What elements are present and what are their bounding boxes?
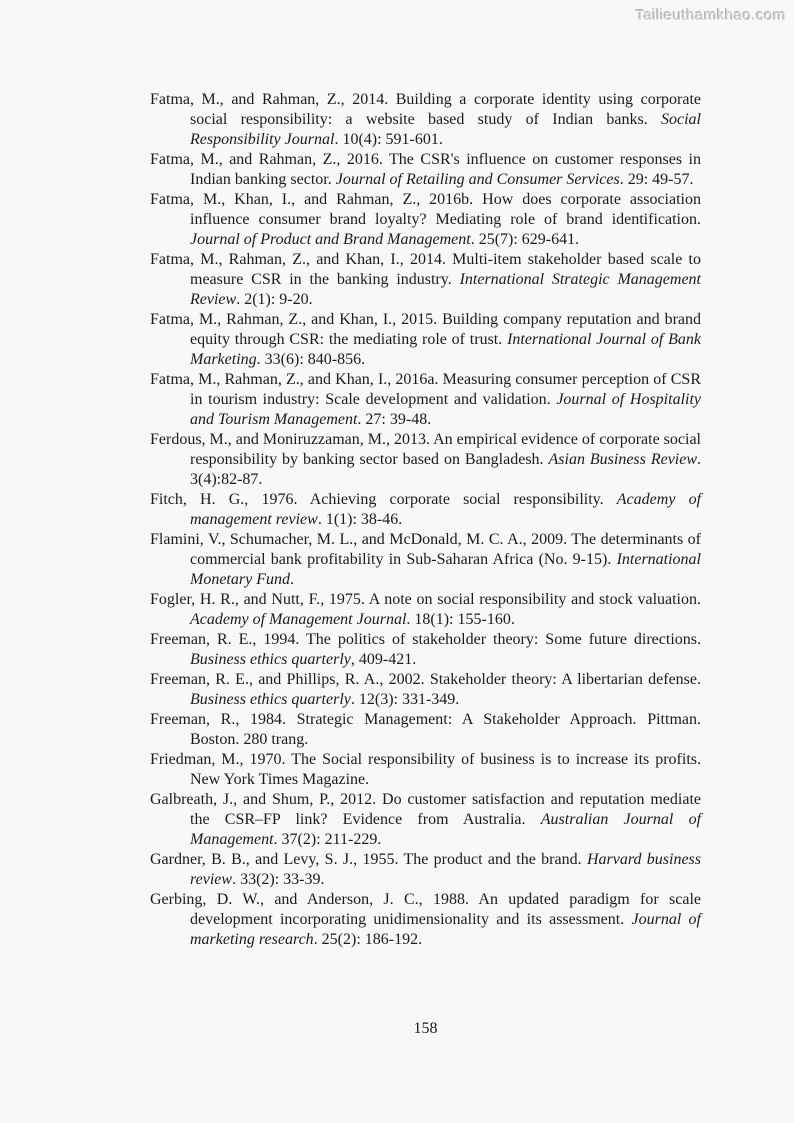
reference-item bbox=[150, 750, 701, 790]
reference-item bbox=[150, 150, 701, 190]
reference-text: . 10(4): 591-601. bbox=[334, 131, 443, 148]
reference-journal-title: Journal of Retailing and Consumer Services bbox=[335, 171, 620, 188]
reference-text: Galbreath, J., and Shum, P., 2012. Do customer satisfaction and reputation mediate the CSR–FP link? Evidence from Australia. bbox=[150, 791, 701, 828]
reference-text: Fatma, M., Khan, I., and Rahman, Z., 2016b. How does corporate association influence consumer brand loyalty? Mediating role of brand identification. bbox=[150, 191, 701, 228]
reference-text: . 12(3): 331-349. bbox=[350, 691, 460, 708]
reference-text: Flamini, V., Schumacher, M. L., and McDonald, M. C. A., 2009. The determinants of commercial bank profitability in Sub-Saharan Africa (No. 9-15). bbox=[150, 531, 701, 568]
reference-text: . 27: 39-48. bbox=[357, 411, 432, 428]
reference-journal-title: Academy of Management Journal bbox=[190, 611, 407, 628]
reference-text: . 33(6): 840-856. bbox=[256, 351, 366, 368]
reference-journal-title: Australian Journal of Management bbox=[190, 811, 702, 848]
reference-journal-title: Journal of marketing research bbox=[190, 911, 701, 948]
reference-journal-title: Journal of Product and Brand Management bbox=[190, 231, 471, 248]
reference-item bbox=[150, 310, 701, 370]
reference-journal-title: Academy of management review bbox=[190, 491, 702, 528]
reference-journal-title: Asian Business Review bbox=[548, 451, 698, 468]
reference-journal-title: Harvard business review bbox=[190, 851, 702, 888]
reference-item bbox=[150, 890, 701, 950]
reference-text: Gardner, B. B., and Levy, S. J., 1955. The product and the brand. bbox=[150, 851, 587, 868]
reference-journal-title: International Monetary Fund bbox=[190, 551, 701, 588]
reference-text: Fogler, H. R., and Nutt, F., 1975. A note on social responsibility and stock valuation. bbox=[150, 591, 701, 608]
reference-journal-title: Business ethics quarterly bbox=[190, 691, 351, 708]
page-number: 158 bbox=[413, 1020, 438, 1037]
reference-item bbox=[150, 190, 701, 250]
reference-journal-title: Business ethics quarterly bbox=[190, 651, 351, 668]
reference-text: Freeman, R. E., and Phillips, R. A., 2002. Stakeholder theory: A libertarian defense. bbox=[150, 671, 701, 688]
reference-text: Freeman, R., 1984. Strategic Management: A Stakeholder Approach. Pittman. Boston. 280 trang. bbox=[150, 711, 701, 748]
reference-text: Fatma, M., Rahman, Z., and Khan, I., 2015. Building company reputation and brand equity through CSR: the mediating role of trust. bbox=[150, 311, 701, 348]
reference-item bbox=[150, 90, 701, 150]
reference-item bbox=[150, 370, 701, 430]
reference-item bbox=[150, 850, 701, 890]
reference-text: Freeman, R. E., 1994. The politics of stakeholder theory: Some future directions. bbox=[150, 631, 701, 648]
reference-text: Fatma, M., and Rahman, Z., 2016. The CSR's influence on customer responses in Indian banking sector. bbox=[150, 151, 701, 188]
reference-text: Gerbing, D. W., and Anderson, J. C., 1988. An updated paradigm for scale development incorporating unidimensionality and its assessment. bbox=[150, 891, 701, 928]
reference-text: . 29: 49-57. bbox=[619, 171, 694, 188]
references-list bbox=[150, 90, 701, 950]
reference-text: . 33(2): 33-39. bbox=[232, 871, 325, 888]
reference-text: . 18(1): 155-160. bbox=[406, 611, 515, 628]
reference-item bbox=[150, 490, 701, 530]
reference-journal-title: International Strategic Management Review bbox=[190, 271, 702, 308]
reference-item bbox=[150, 590, 701, 630]
reference-journal-title: International Journal of Bank Marketing bbox=[190, 331, 702, 368]
reference-text: . 1(1): 38-46. bbox=[317, 511, 403, 528]
reference-text: Fatma, M., Rahman, Z., and Khan, I., 2016a. Measuring consumer perception of CSR in tourism industry: Scale development and validation. bbox=[150, 371, 701, 408]
reference-text: Fatma, M., Rahman, Z., and Khan, I., 2014. Multi-item stakeholder based scale to measure CSR in the banking industry. bbox=[150, 251, 701, 288]
reference-journal-title: Social Responsibility Journal bbox=[190, 111, 701, 148]
reference-text: . bbox=[289, 571, 294, 588]
reference-text: Friedman, M., 1970. The Social responsibility of business is to increase its profits. New York Times Magazine. bbox=[150, 751, 701, 788]
reference-text: . 2(1): 9-20. bbox=[236, 291, 313, 308]
reference-journal-title: Journal of Hospitality and Tourism Management bbox=[190, 391, 702, 428]
reference-text: Fitch, H. G., 1976. Achieving corporate social responsibility. bbox=[150, 491, 617, 508]
reference-item bbox=[150, 530, 701, 590]
reference-item bbox=[150, 790, 701, 850]
reference-text: Fatma, M., and Rahman, Z., 2014. Building a corporate identity using corporate social responsibility: a website based study of Indian banks. bbox=[150, 91, 701, 128]
reference-item bbox=[150, 250, 701, 310]
reference-text: Ferdous, M., and Moniruzzaman, M., 2013. An empirical evidence of corporate social responsibility by banking sector based on Bangladesh. bbox=[150, 431, 701, 468]
watermark: Tailieuthamkhao.com bbox=[635, 7, 786, 24]
reference-text: . 25(7): 629-641. bbox=[470, 231, 580, 248]
reference-text: , 409-421. bbox=[350, 651, 417, 668]
reference-text: . 3(4):82-87. bbox=[190, 451, 702, 488]
reference-text: . 25(2): 186-192. bbox=[313, 931, 423, 948]
reference-item bbox=[150, 670, 701, 710]
reference-text: . 37(2): 211-229. bbox=[273, 831, 382, 848]
reference-item bbox=[150, 430, 701, 490]
reference-item bbox=[150, 710, 701, 750]
reference-item bbox=[150, 630, 701, 670]
